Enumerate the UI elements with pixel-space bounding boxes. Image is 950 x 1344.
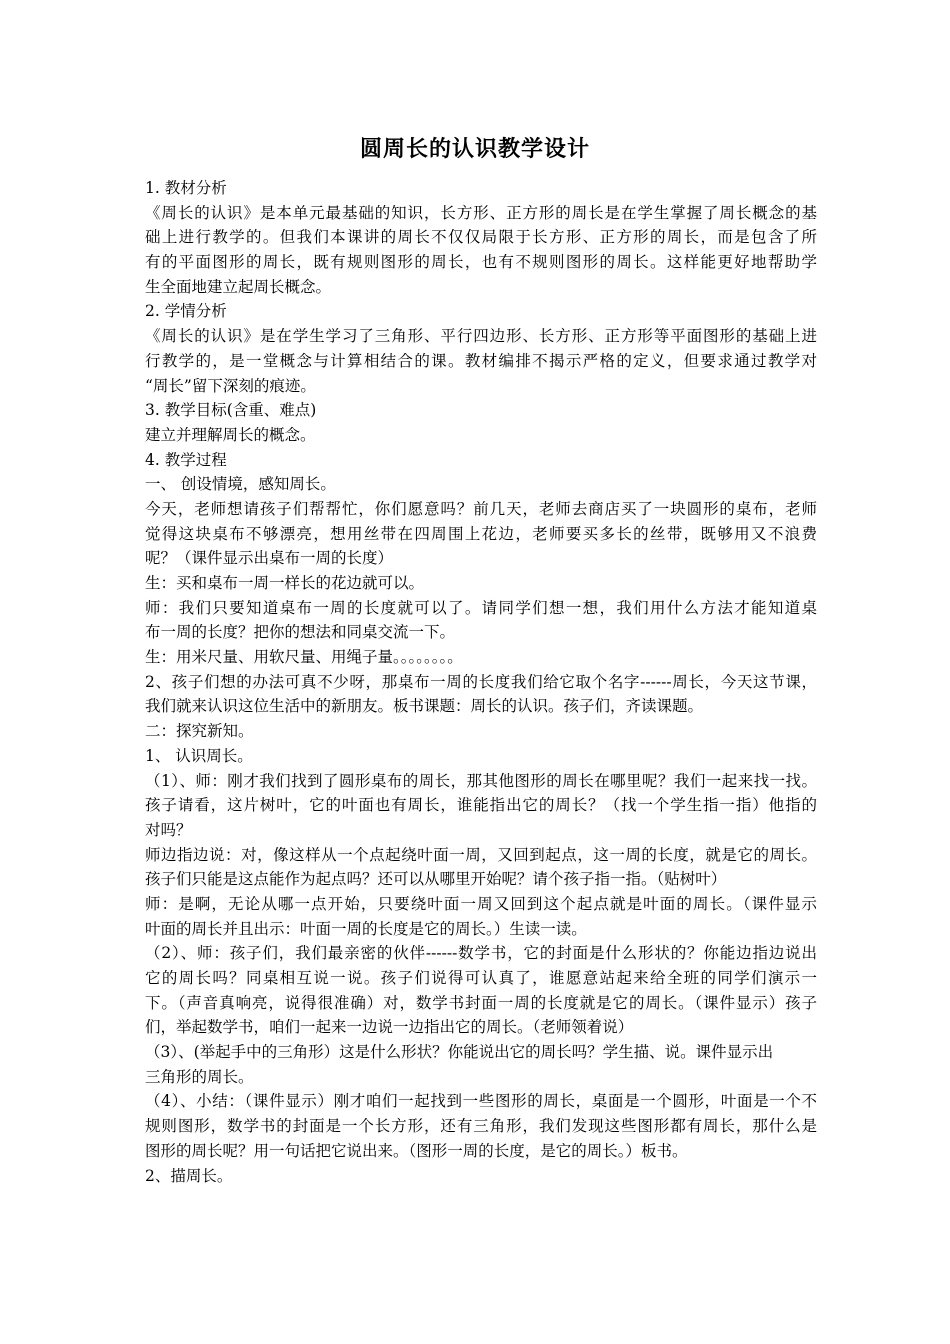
body-line: “周长”留下深刻的痕迹。 [145,376,316,395]
document-title: 圆周长的认识教学设计 [359,136,590,162]
body-line: （4）、小结：（课件显示）刚才咱们一起找到一些图形的周长，桌面是一个圆形，叶面是一个不 [145,1092,817,1111]
body-line: 1. 教材分析 [145,179,227,197]
body-line: 有的平面图形的周长，既有规则图形的周长，也有不规则图形的周长。这样能更好地帮助学 [145,253,817,272]
document-body [145,176,817,1188]
body-line: 下。（声音真响亮，说得很准确）对，数学书封面一周的长度就是它的周长。（课件显示）孩子 [145,993,817,1012]
body-line: 生全面地建立起周长概念。 [145,277,332,296]
body-line: 今天，老师想请孩子们帮帮忙，你们愿意吗？前几天，老师去商店买了一块圆形的桌布，老师 [145,499,817,518]
body-line: （1）、师：刚才我们找到了圆形桌布的周长，那其他图形的周长在哪里呢？我们一起来找一找。 [145,771,817,790]
body-line: 师：我们只要知道桌布一周的长度就可以了。请同学们想一想，我们用什么方法才能知道桌 [145,598,817,617]
body-line: 4. 教学过程 [145,450,227,469]
body-line: 2、孩子们想的办法可真不少呀，那桌布一周的长度我们给它取个名字------周长，今天这节课， [145,672,817,691]
body-line: 对吗？ [145,820,192,839]
body-line: 生：用米尺量、用软尺量、用绳子量。。。。。。。。 [145,648,463,667]
body-line: 孩子请看，这片树叶，它的叶面也有周长，谁能指出它的周长？（找一个学生指一指）他指的 [145,796,817,815]
body-line: 《周长的认识》是在学生学习了三角形、平行四边形、长方形、正方形等平面图形的基础上进 [145,327,817,346]
body-line: 师边指边说：对，像这样从一个点起绕叶面一周，又回到起点，这一周的长度，就是它的周长。 [145,845,817,864]
body-line: 二：探究新知。 [145,722,254,741]
body-line: 规则图形，数学书的封面是一个长方形，还有三角形，我们发现这些图形都有周长，那什么是 [145,1117,817,1136]
body-line: 生：买和桌布一周一样长的花边就可以。 [145,574,425,592]
body-line: 觉得这块桌布不够漂亮，想用丝带在四周围上花边，老师要买多长的丝带，既够用又不浪费 [145,524,817,543]
body-line: 呢？（课件显示出桌布一周的长度） [145,549,394,568]
body-line: 2. 学情分析 [145,302,227,321]
body-line: 建立并理解周长的概念。 [145,425,316,444]
body-line: 3. 教学目标(含重、难点) [145,401,317,420]
body-line: 三角形的周长。 [145,1067,254,1086]
body-line: 行教学的，是一堂概念与计算相结合的课。教材编排不揭示严格的定义，但要求通过教学对 [145,351,817,370]
body-line: 一、 创设情境，感知周长。 [145,475,336,494]
body-line: 布一周的长度？把你的想法和同桌交流一下。 [145,623,456,642]
body-line: 《周长的认识》是本单元最基础的知识，长方形、正方形的周长是在学生掌握了周长概念的基 [145,203,817,222]
body-line: （2）、师：孩子们，我们最亲密的伙伴------数学书，它的封面是什么形状的？你能边指边说出 [145,944,817,963]
body-line: 图形的周长呢？用一句话把它说出来。（图形一周的长度，是它的周长。）板书。 [145,1141,688,1160]
body-line: （3）、(举起手中的三角形）这是什么形状？你能说出它的周长吗？学生描、说。课件显示出 [145,1043,774,1062]
body-line: 我们就来认识这位生活中的新朋友。板书课题：周长的认识。孩子们，齐读课题。 [145,697,704,716]
body-line: 们，举起数学书，咱们一起来一边说一边指出它的周长。（老师领着说） [145,1018,634,1037]
body-line: 师：是啊，无论从哪一点开始，只要绕叶面一周又回到这个起点就是叶面的周长。（课件显示 [145,894,817,913]
body-line: 孩子们只能是这点能作为起点吗？还可以从哪里开始呢？请个孩子指一指。（贴树叶） [145,870,727,889]
body-line: 它的周长吗？同桌相互说一说。孩子们说得可认真了，谁愿意站起来给全班的同学们演示一 [145,969,817,987]
body-line: 2、描周长。 [145,1166,233,1185]
body-line: 础上进行教学的。但我们本课讲的周长不仅仅局限于长方形、正方形的周长，而是包含了所 [145,228,817,247]
body-line: 叶面的周长并且出示：叶面一周的长度是它的周长。）生读一读。 [145,919,587,938]
body-line: 1、 认识周长。 [145,746,253,765]
